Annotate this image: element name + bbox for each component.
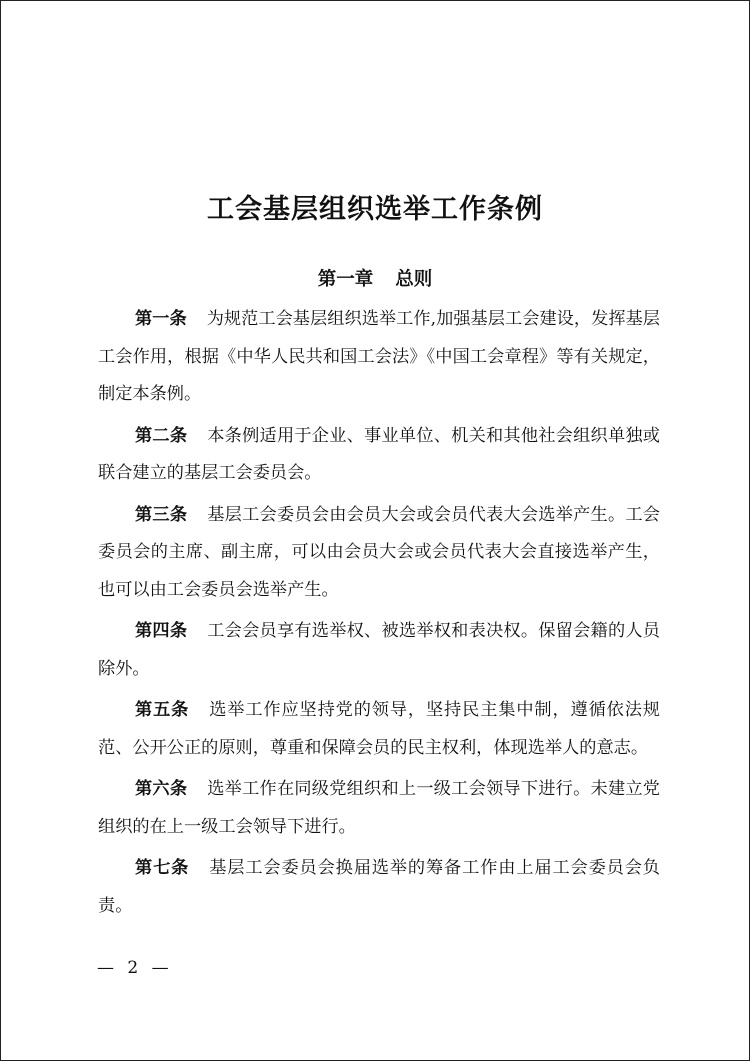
article-3 — [98, 497, 660, 610]
article-6 — [98, 771, 660, 846]
document-body — [98, 301, 660, 929]
article-5 — [98, 692, 660, 767]
article-number: 第七条 — [135, 858, 190, 878]
chapter-number: 第一章 — [317, 269, 374, 290]
article-number: 第五条 — [135, 700, 190, 720]
page-number: — 2 — — [97, 958, 173, 978]
chapter-heading — [1, 265, 749, 291]
article-number: 第四条 — [135, 621, 188, 641]
article-text: 选举工作在同级党组织和上一级工会领导下进行。未建立党组织的在上一级工会领导下进行。 — [98, 779, 660, 837]
article-number: 第一条 — [135, 309, 187, 329]
article-2 — [98, 418, 660, 493]
article-text: 选举工作应坚持党的领导，坚持民主集中制，遵循依法规范、公开公正的原则，尊重和保障会员的民主权利，体现选举人的意志。 — [98, 700, 660, 758]
article-1 — [98, 301, 660, 414]
article-number: 第二条 — [135, 425, 188, 446]
article-text: 基层工会委员会由会员大会或会员代表大会选举产生。工会委员会的主席、副主席，可以由会员大会或会员代表大会直接选举产生，也可以由工会委员会选举产生。 — [98, 504, 660, 600]
article-4 — [98, 613, 660, 688]
article-7 — [98, 850, 660, 925]
chapter-name: 总则 — [395, 269, 433, 290]
article-text: 基层工会委员会换届选举的筹备工作由上届工会委员会负责。 — [98, 858, 660, 916]
article-number: 第六条 — [135, 779, 188, 799]
article-text: 为规范工会基层组织选举工作,加强基层工会建设，发挥基层工会作用，根据《中华人民共和国工会法》《中国工会章程》等有关规定，制定本条例。 — [98, 309, 660, 404]
article-number: 第三条 — [135, 504, 188, 525]
article-text: 本条例适用于企业、事业单位、机关和其他社会组织单独或联合建立的基层工会委员会。 — [98, 425, 660, 483]
article-text: 工会会员享有选举权、被选举权和表决权。保留会籍的人员除外。 — [98, 621, 660, 679]
document-title: 工会基层组织选举工作条例 — [207, 194, 543, 225]
